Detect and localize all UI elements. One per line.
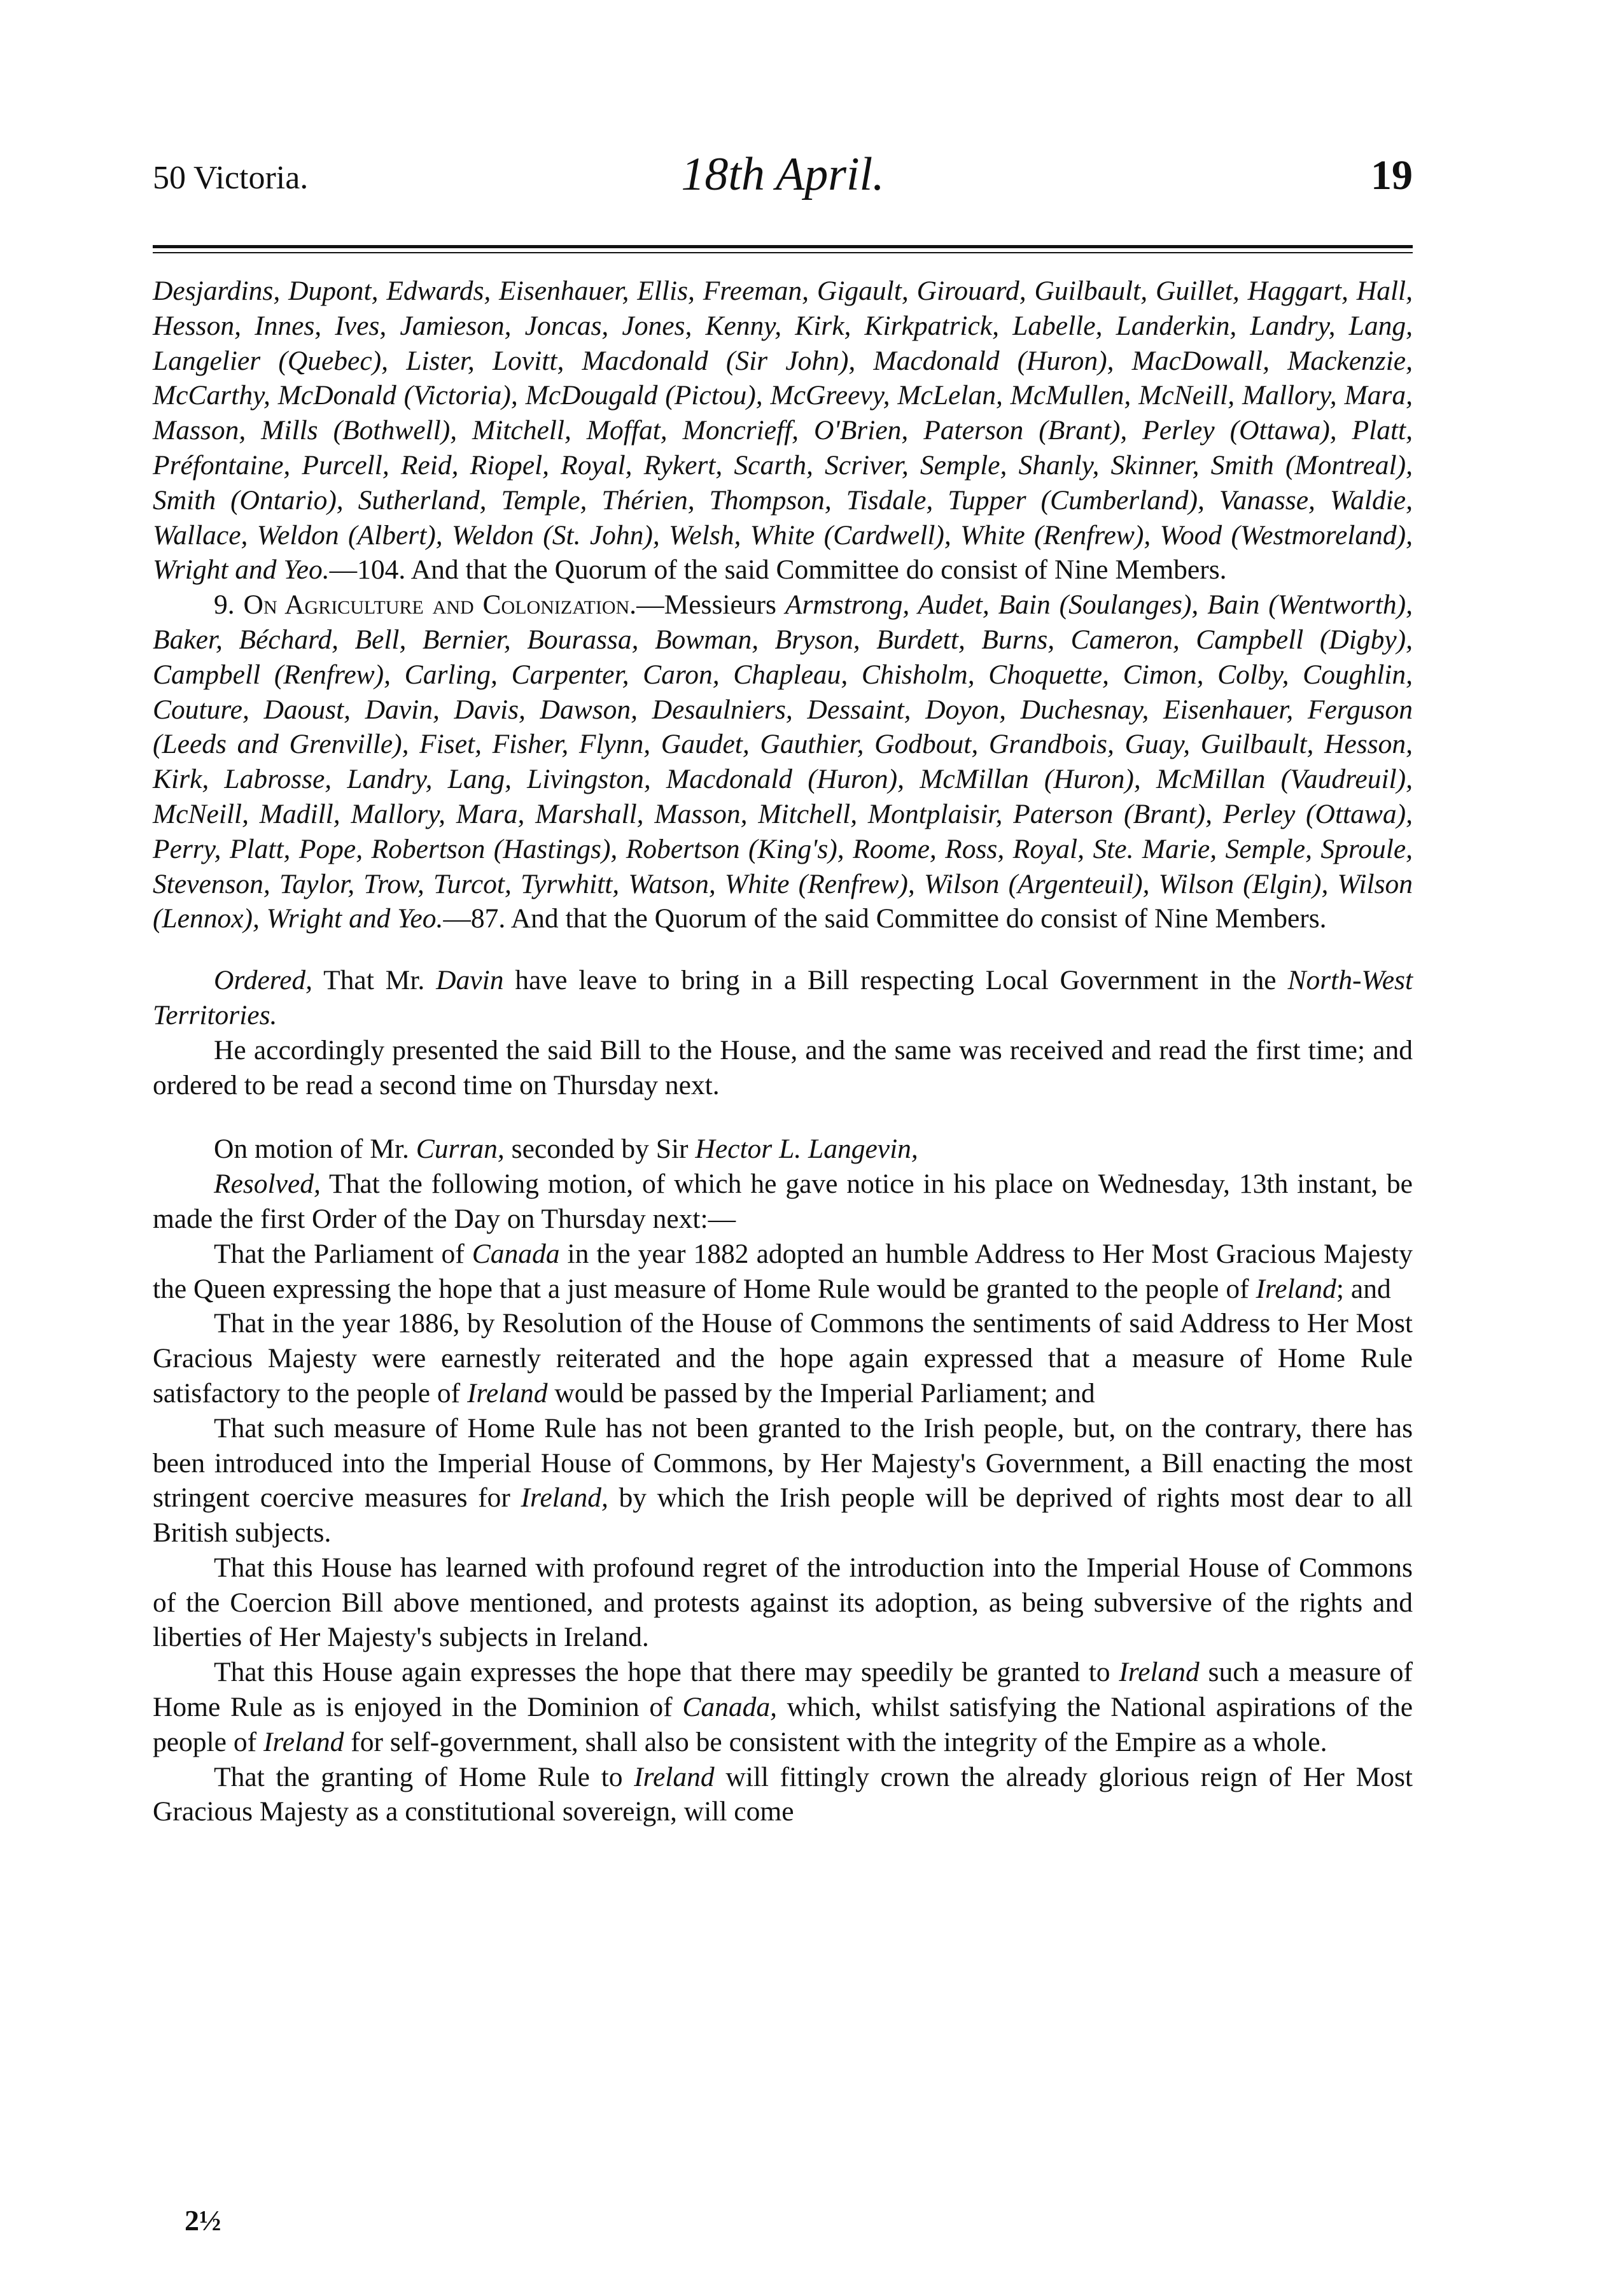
- body-text: [153, 274, 1413, 1829]
- text-run: That the Parliament of: [214, 1238, 465, 1269]
- text-run: That Mr.: [323, 965, 425, 996]
- committee-item-9: [153, 587, 1413, 936]
- motion-paragraph-6: [153, 1760, 1413, 1830]
- messieurs-label: —Messieurs: [636, 589, 776, 621]
- motion-paragraph-4: That this House has learned with profound regret of the introduction into the Imperial House of Commons of the Coercion Bill above mentioned, and protests against its adoption, as being subversive of the rights and liberties of Her Majesty's subjects in Ireland.: [153, 1552, 1413, 1653]
- motion-paragraph-2: [153, 1306, 1413, 1410]
- page-date: 18th April.: [681, 148, 885, 200]
- motion-paragraph-1: [153, 1237, 1413, 1307]
- mover-name: Davin: [436, 965, 504, 996]
- header-rule-thin: [153, 252, 1413, 253]
- text-run: which, whilst satisfying the National aspirations of the people of: [153, 1692, 1413, 1757]
- header-rule-thick: [153, 245, 1413, 248]
- text-run: ; and: [1336, 1273, 1391, 1304]
- place-name: Ireland: [1119, 1657, 1200, 1688]
- text-run: On motion of Mr.: [214, 1134, 409, 1165]
- page-number: 19: [1371, 152, 1413, 199]
- quorum-note: And that the Quorum of the said Committee do consist of Nine Members.: [410, 554, 1227, 586]
- motion-intro: [153, 1132, 1413, 1167]
- place-name: Ireland: [634, 1761, 715, 1792]
- member-names: Desjardins, Dupont, Edwards, Eisenhauer, Ellis, Freeman, Gigault, Girouard, Guilbault, Guillet, Haggart, Hall, Hesson, Innes, Ives, Jamieson, Joncas, Jones, Kenny, Kirk, Kirkpatrick, Labelle, Landerkin, Landry, Lang, Langelier (Quebec), Lister, Lovitt, Macdonald (Sir John), Macdonald (Huron), MacDowall, Mackenzie, McCarthy, McDonald (Victoria), McDougald (Pictou), McGreevy, McLelan, McMullen, McNeill, Mallory, Mara, Masson, Mills (Bothwell), Mitchell, Moffat, Moncrieff, O'Brien, Paterson (Brant), Perley (Ottawa), Platt, Préfontaine, Purcell, Reid, Riopel, Royal, Rykert, Scarth, Scriver, Semple, Shanly, Skinner, Smith (Montreal), Smith (Ontario), Sutherland, Temple, Thérien, Thompson, Tisdale, Tupper (Cumberland), Vanasse, Waldie, Wallace, Weldon (Albert), Weldon (St. John), Welsh, White (Cardwell), White (Renfrew), Wood (Westmoreland), Wright and Yeo.: [153, 276, 1413, 586]
- text-run: will fittingly crown the already glorious reign of Her Most Gracious Majesty as a constitutional sovereign, will come: [153, 1761, 1413, 1827]
- quorum-note: And that the Quorum of the said Committee do consist of Nine Members.: [510, 903, 1327, 934]
- item-number: 9.: [214, 589, 235, 621]
- section-spacer: [153, 936, 1413, 963]
- territory-name: North-West Territories.: [153, 965, 1413, 1030]
- seconder-name: Hector L. Langevin,: [695, 1134, 918, 1165]
- text-run: That the granting of Home Rule to: [214, 1761, 623, 1792]
- text-run: by which the Irish people will be deprived of rights most dear to all British subjects.: [153, 1482, 1413, 1549]
- resolved-paragraph: [153, 1167, 1413, 1237]
- text-run: That such measure of Home Rule has not been granted to the Irish people, but, on the contrary, there has been introduced into the Imperial House of Commons, by Her Majesty's Government, a Bill enacting the most stringent coercive measures for: [153, 1412, 1413, 1514]
- text-run: have leave to bring in a Bill respecting Local Government in the: [515, 965, 1277, 996]
- text-run: for self-government, shall also be consistent with the integrity of the Empire as a whole.: [351, 1726, 1327, 1757]
- member-names: Armstrong, Audet, Bain (Soulanges), Bain (Wentworth), Baker, Béchard, Bell, Bernier, Bourassa, Bowman, Bryson, Burdett, Burns, Cameron, Campbell (Digby), Campbell (Renfrew), Carling, Carpenter, Caron, Chapleau, Chisholm, Choquette, Cimon, Colby, Coughlin, Couture, Daoust, Davin, Davis, Dawson, Desaulniers, Dessaint, Doyon, Duchesnay, Eisenhauer, Ferguson (Leeds and Grenville), Fiset, Fisher, Flynn, Gaudet, Gauthier, Godbout, Grandbois, Guay, Guilbault, Hesson, Kirk, Labrosse, Landry, Lang, Livingston, Macdonald (Huron), McMillan (Huron), McMillan (Vaudreuil), McNeill, Madill, Mallory, Mara, Marshall, Masson, Mitchell, Montplaisir, Paterson (Brant), Perley (Ottawa), Perry, Platt, Pope, Robertson (Hastings), Robertson (King's), Roome, Ross, Royal, Ste. Marie, Semple, Sproule, Stevenson, Taylor, Trow, Turcot, Tyrwhitt, Watson, White (Renfrew), Wilson (Argenteuil), Wilson (Elgin), Wilson (Lennox), Wright and Yeo.: [153, 589, 1413, 934]
- signature-mark: 2½: [185, 2204, 221, 2237]
- text-run: in the year 1882 adopted an humble Address to Her Most Gracious Majesty the Queen expressing the hope that a just measure of Home Rule would be granted to the people of: [153, 1238, 1413, 1304]
- motion-paragraph-3: [153, 1411, 1413, 1550]
- member-count: —104.: [329, 554, 406, 586]
- ordered-word: Ordered,: [214, 965, 313, 996]
- mover-name: Curran,: [416, 1134, 505, 1165]
- place-name: Ireland,: [521, 1482, 608, 1514]
- text-run: That the following motion, of which he gave notice in his place on Wednesday, 13th instant, be made the first Order of the Day on Thursday next:—: [153, 1169, 1413, 1234]
- text-run: seconded by Sir: [511, 1134, 689, 1165]
- committee-title: On Agriculture and Colonization.: [243, 589, 637, 621]
- place-name: Ireland: [467, 1377, 548, 1409]
- place-name: Canada: [472, 1238, 560, 1269]
- place-name: Canada,: [682, 1692, 777, 1723]
- section-spacer: [153, 1102, 1413, 1132]
- text-run: such a measure of Home Rule as is enjoyed in the Dominion of: [153, 1657, 1413, 1723]
- place-name: Ireland: [1256, 1273, 1336, 1304]
- text-run: That in the year 1886, by Resolution of the House of Commons the sentiments of said Address to Her Most Gracious Majesty were earnestly reiterated and the hope again expressed that a measure of Home Rule satisfactory to the people of: [153, 1308, 1413, 1409]
- session-label: 50 Victoria.: [153, 160, 309, 196]
- text-run: That this House again expresses the hope that there may speedily be granted to: [214, 1657, 1110, 1688]
- member-count: —87.: [443, 903, 506, 934]
- place-name: Ireland: [263, 1726, 344, 1757]
- motion-paragraph-5: [153, 1655, 1413, 1759]
- text-run: would be passed by the Imperial Parliament; and: [554, 1377, 1095, 1409]
- resolved-word: Resolved,: [214, 1169, 321, 1200]
- page-header: [153, 148, 1413, 205]
- committee-list-continued: [153, 274, 1413, 587]
- ordered-paragraph: [153, 963, 1413, 1033]
- presented-paragraph: He accordingly presented the said Bill to the House, and the same was received and read the first time; and ordered to be read a second time on Thursday next.: [153, 1034, 1413, 1100]
